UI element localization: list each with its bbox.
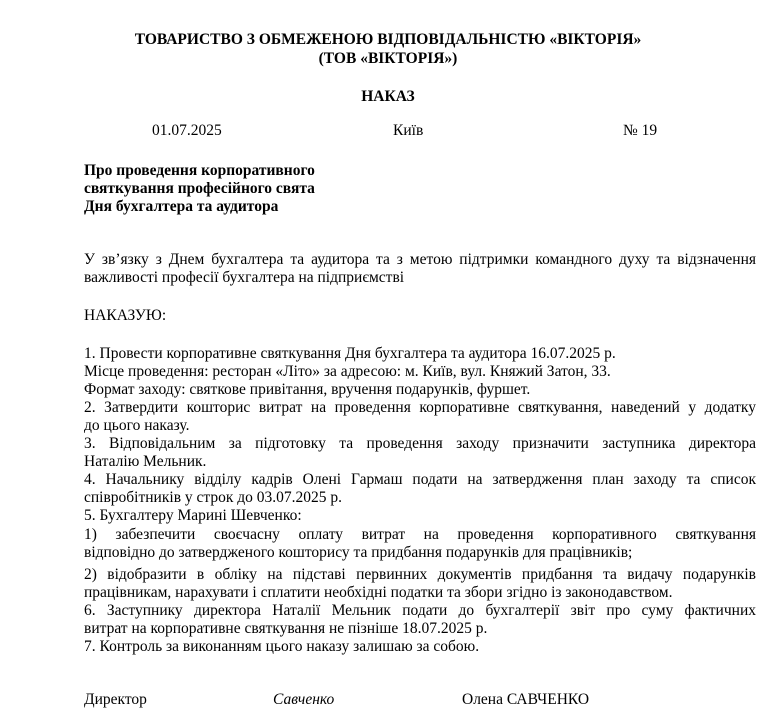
preamble-line: У зв’язку з Днем бухгалтера та аудитора та з метою підтримки командного духу та відзначення — [84, 251, 756, 268]
order-item-line: до цього наказу. — [84, 417, 190, 434]
order-item-line: 6. Заступнику директора Наталії Мельник подати до бухгалтерії звіт про суму фактичних — [84, 602, 756, 619]
order-item-line: відповідно до затвердженого кошторису та придбання подарунків для працівників; — [84, 544, 633, 561]
document-city: Київ — [393, 122, 424, 139]
order-word: НАКАЗУЮ: — [84, 307, 167, 324]
order-item-line: 1) забезпечити своєчасну оплату витрат на проведення корпоративного святкування — [84, 526, 756, 543]
order-item-line: 2) відобразити в обліку на підставі первинних документів придбання та видачу подарунків — [84, 566, 756, 583]
order-item-line: 2. Затвердити кошторис витрат на проведення корпоративне святкування, наведений у додатку — [84, 399, 756, 416]
order-item-line: 3. Відповідальним за підготовку та проведення заходу призначити заступника директора — [84, 435, 756, 452]
order-item-line: 5. Бухгалтеру Марині Шевченко: — [84, 507, 302, 524]
signatory-position: Директор — [84, 691, 147, 708]
signature: Савченко — [273, 691, 335, 708]
order-item-line: витрат на корпоративне святкування не пізніше 18.07.2025 р. — [84, 620, 488, 637]
document-date: 01.07.2025 — [152, 122, 222, 139]
order-item-line: співробітників у строк до 03.07.2025 р. — [84, 489, 343, 506]
order-item-line: Наталію Мельник. — [84, 453, 207, 470]
order-item-line: 7. Контроль за виконанням цього наказу залишаю за собою. — [84, 638, 480, 655]
order-item-line: працівникам, нарахувати і сплатити необхідні податки та збори згідно із законодавством. — [84, 584, 673, 601]
order-item-line: Місце проведення: ресторан «Літо» за адресою: м. Київ, вул. Княжий Затон, 33. — [84, 363, 611, 380]
order-item-line: Формат заходу: святкове привітання, вручення подарунків, фуршет. — [84, 381, 531, 398]
document-number: № 19 — [623, 122, 658, 139]
order-item-line: 1. Провести корпоративне святкування Дня бухгалтера та аудитора 16.07.2025 р. — [84, 345, 616, 362]
company-name: ТОВАРИСТВО З ОБМЕЖЕНОЮ ВІДПОВІДАЛЬНІСТЮ «ВІКТОРІЯ» — [134, 31, 642, 48]
subject-line: Дня бухгалтера та аудитора — [84, 198, 279, 215]
preamble-line: важливості професії бухгалтера на підприємстві — [84, 269, 405, 286]
signatory-name: Олена САВЧЕНКО — [462, 691, 590, 708]
subject-line: Про проведення корпоративного — [84, 162, 315, 179]
order-item-line: 4. Начальнику відділу кадрів Олені Гармаш подати на затвердження план заходу та список — [84, 471, 756, 488]
document-type: НАКАЗ — [361, 88, 415, 105]
subject-line: святкування професійного свята — [84, 180, 315, 197]
company-short-name: (ТОВ «ВІКТОРІЯ») — [318, 50, 458, 67]
